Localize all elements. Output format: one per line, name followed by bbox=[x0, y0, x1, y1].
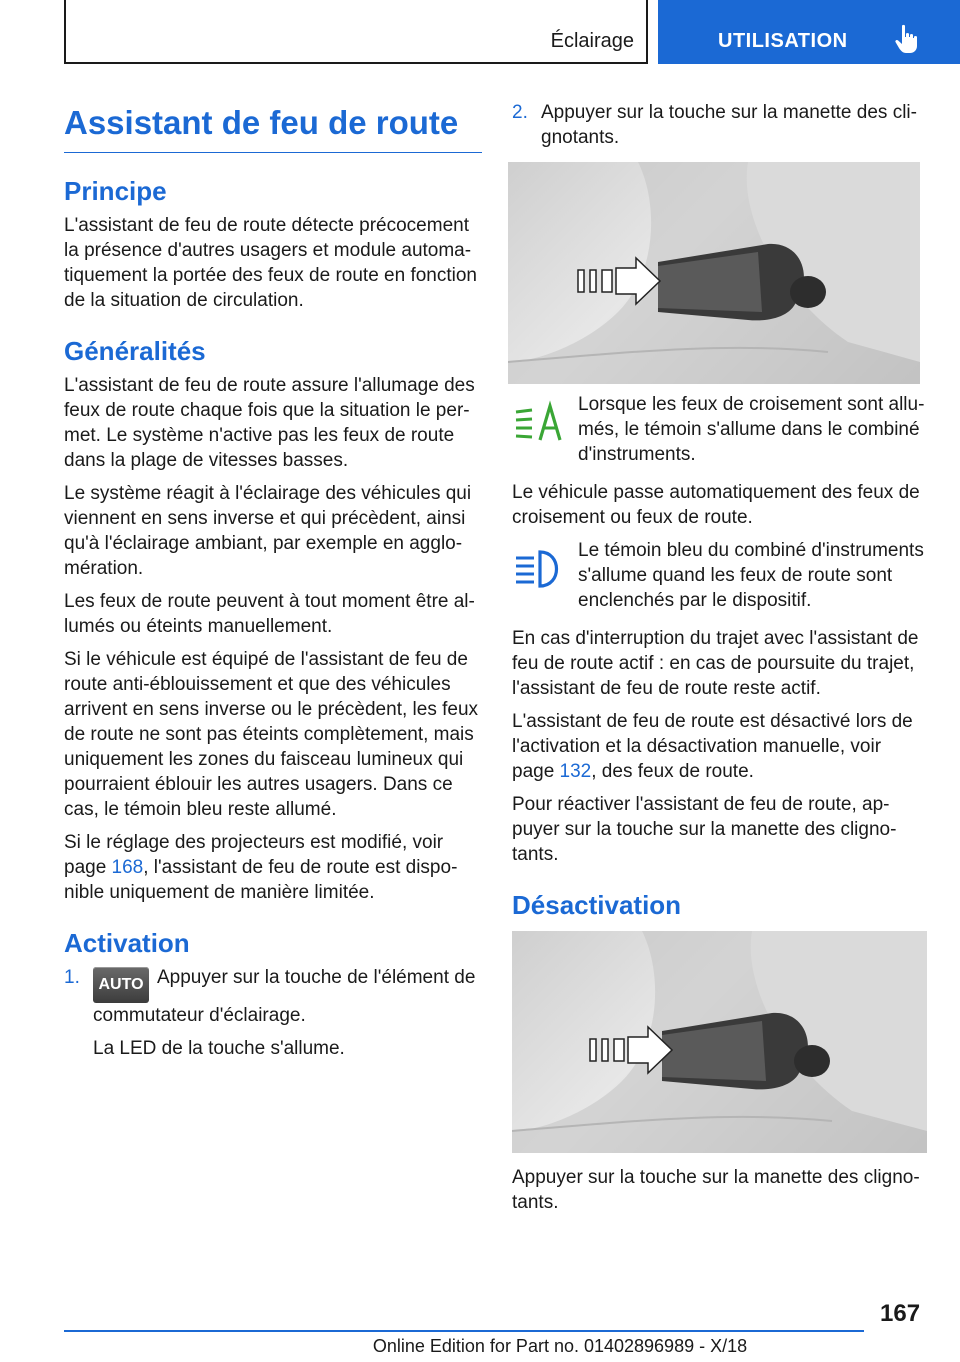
heading-activation: Activation bbox=[64, 928, 190, 958]
generalites-p5-before: Si le réglage des projecteurs est modifié, voir page bbox=[64, 832, 444, 878]
turn-signal-stalk-image-1 bbox=[508, 162, 920, 384]
interruption-text: En cas d'interruption du trajet avec l'assistant de feu de route actif : en cas de poursuite du trajet, l'assistant de feu de route reste actif. bbox=[512, 628, 919, 699]
header-chapter-tab[interactable] bbox=[658, 0, 960, 64]
generalites-p5-after: , l'assistant de feu de route est disponible uniquement de manière limitée. bbox=[64, 857, 458, 903]
desactive-text bbox=[512, 709, 927, 784]
right-column bbox=[512, 100, 927, 1223]
footer-edition: Online Edition for Part no. 01402896989 - X/18 bbox=[372, 1336, 748, 1356]
page-link-168[interactable]: 168 bbox=[111, 857, 144, 878]
step-2-number: 2. bbox=[512, 102, 528, 123]
desactive-after: , des feux de route. bbox=[591, 761, 754, 782]
stalk-illustration-2 bbox=[512, 931, 927, 1153]
header-section-box bbox=[64, 0, 648, 64]
high-beam-assist-indicator-icon bbox=[512, 400, 564, 444]
ind1-text: Lorsque les feux de croisement sont allumés, le témoin s'allume dans le combiné d'instruments. bbox=[578, 394, 925, 465]
step-1-text-line bbox=[93, 965, 482, 1028]
step-1 bbox=[64, 965, 482, 1061]
generalites-p1: L'assistant de feu de route assure l'allumage des feux de route chaque fois que la situation le permet. Le système n'active pas les feux de route dans la plage de vitesses basses. bbox=[64, 375, 475, 471]
activation-steps bbox=[64, 965, 482, 1061]
heading-principe: Principe bbox=[64, 176, 167, 206]
footer-divider bbox=[64, 1330, 864, 1332]
step-1-text: Appuyer sur la touche de l'élément de commutateur d'éclairage. bbox=[93, 967, 476, 1026]
stalk-illustration-1 bbox=[508, 162, 920, 384]
step-1-sub: La LED de la touche s'allume. bbox=[93, 1038, 345, 1059]
step-2 bbox=[512, 100, 927, 150]
header-chapter-label: UTILISATION bbox=[718, 30, 848, 52]
final-text: Appuyer sur la touche sur la manette des clignotants. bbox=[512, 1167, 920, 1213]
generalites-p3: Les feux de route peuvent à tout moment être allumés ou éteints manuellement. bbox=[64, 591, 475, 637]
page-title: Assistant de feu de route bbox=[64, 100, 482, 153]
passe-text: Le véhicule passe automatiquement des feux de croisement ou feux de route. bbox=[512, 482, 920, 528]
principe-text: L'assistant de feu de route détecte précocement la présence d'autres usagers et module automatiquement la portée des feux de route en fonction de la situation de circulation. bbox=[64, 215, 477, 311]
heading-generalites: Généralités bbox=[64, 336, 206, 366]
generalites-p5 bbox=[64, 830, 482, 905]
generalites-p2: Le système réagit à l'éclairage des véhicules qui viennent en sens inverse et qui précèdent, ainsi qu'à l'éclairage ambiant, par exemple en agglomération. bbox=[64, 483, 472, 579]
left-column bbox=[64, 100, 482, 1069]
generalites-p4: Si le véhicule est équipé de l'assistant de feu de route anti-éblouissement et que des véhicules arrivent en sens inverse ou le précèdent, les feux de route ne sont pas éteints complètement, mais uniquement les zones du faisceau lumineux qui pourraient éblouir les autres usagers. Dans ce cas, le témoin bleu reste allumé. bbox=[64, 649, 479, 820]
desactive-before: L'assistant de feu de route est désactivé lors de l'activation et la désactivation manuelle, voir page bbox=[512, 711, 913, 782]
high-beam-indicator-icon bbox=[512, 546, 564, 590]
step-2-text: Appuyer sur la touche sur la manette des clignotants. bbox=[541, 102, 917, 148]
heading-desactivation: Désactivation bbox=[512, 890, 682, 920]
ind2-text: Le témoin bleu du combiné d'instruments s'allume quand les feux de route sont enclenchés par le dispositif. bbox=[578, 540, 924, 611]
low-beam-indicator-row bbox=[512, 392, 927, 470]
step-1-number: 1. bbox=[64, 967, 80, 988]
high-beam-indicator-row bbox=[512, 538, 927, 616]
page-link-132[interactable]: 132 bbox=[559, 761, 592, 782]
pointing-hand-icon bbox=[894, 24, 920, 54]
reactiver-text: Pour réactiver l'assistant de feu de route, appuyer sur la touche sur la manette des clignotants. bbox=[512, 794, 897, 865]
header-section-title: Éclairage bbox=[550, 30, 634, 52]
page-number: 167 bbox=[880, 1300, 921, 1327]
turn-signal-stalk-image-2 bbox=[512, 931, 927, 1153]
auto-button-icon: AUTO bbox=[93, 967, 149, 1003]
